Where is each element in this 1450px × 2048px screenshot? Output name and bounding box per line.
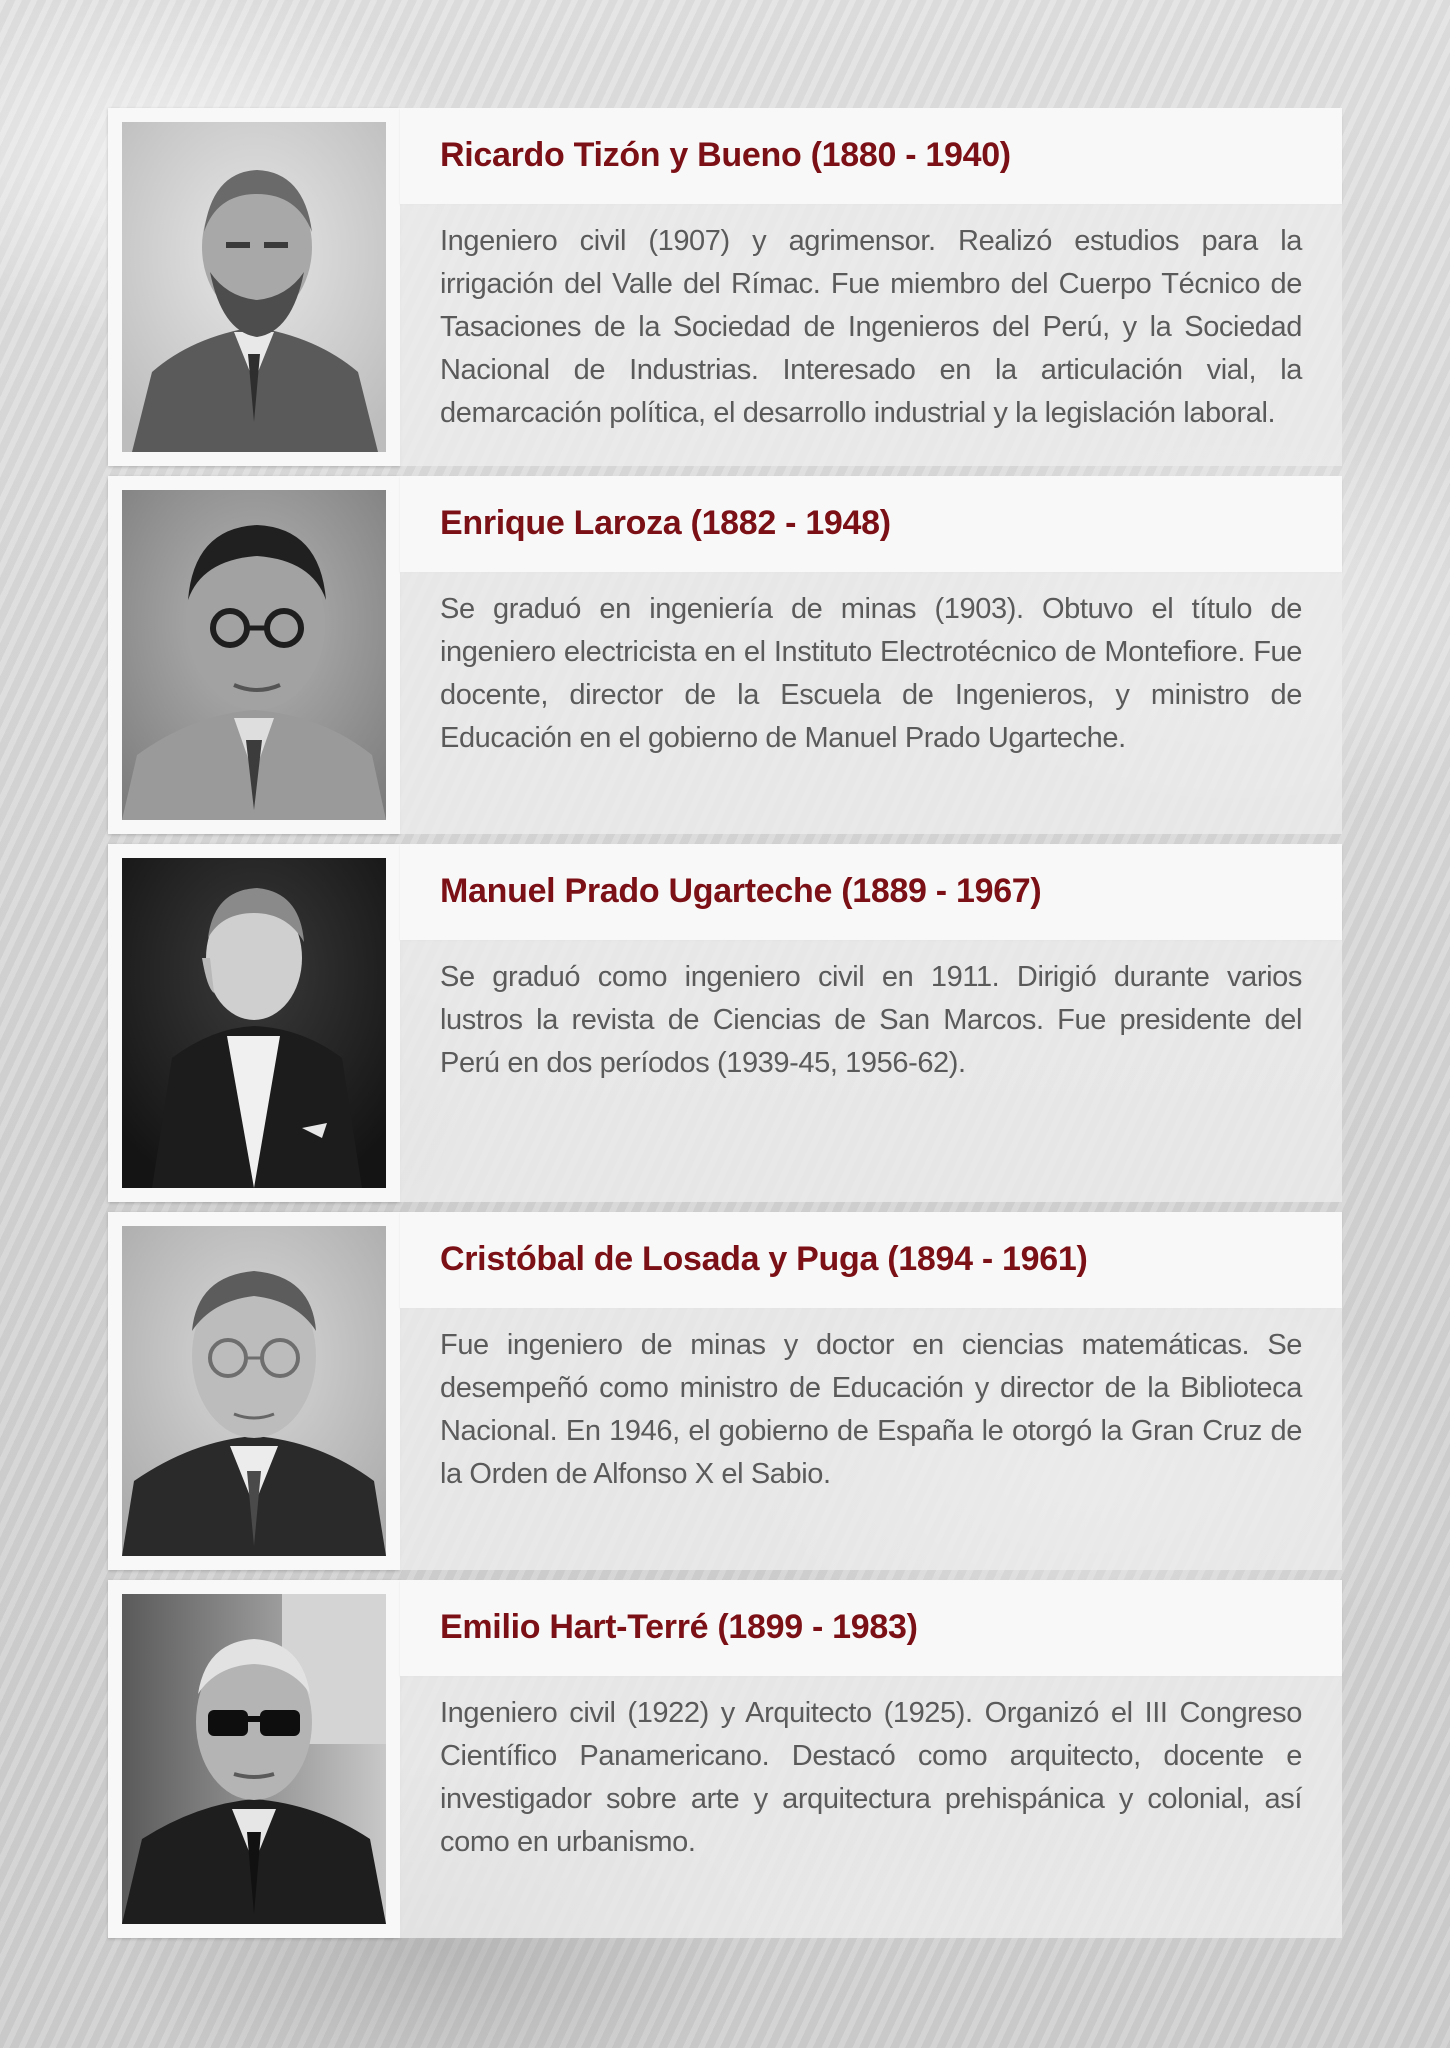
portrait-photo bbox=[122, 1226, 386, 1556]
person-card bbox=[108, 476, 1342, 834]
description-band bbox=[400, 1308, 1342, 1570]
description-band bbox=[400, 1676, 1342, 1938]
person-description: Se graduó en ingeniería de minas (1903). Obtuvo el título de ingeniero electricista en el Instituto Electrotécnico de Montefiore. Fue docente, director de la Escuela de Ingenieros, y ministro de Educación en el gobierno de Manuel Prado Ugarteche. bbox=[440, 593, 1302, 754]
person-card bbox=[108, 844, 1342, 1202]
person-card bbox=[108, 1580, 1342, 1938]
portrait-photo bbox=[122, 490, 386, 820]
portrait-photo bbox=[122, 858, 386, 1188]
person-name: Manuel Prado Ugarteche (1889 - 1967) bbox=[440, 872, 1042, 910]
portrait-photo bbox=[122, 1594, 386, 1924]
person-description: Se graduó como ingeniero civil en 1911. Dirigió durante varios lustros la revista de Ciencias de San Marcos. Fue presidente del Perú en dos períodos (1939-45, 1956-62). bbox=[440, 961, 1302, 1079]
person-name: Enrique Laroza (1882 - 1948) bbox=[440, 504, 891, 542]
name-band bbox=[400, 108, 1342, 204]
photo-frame bbox=[108, 476, 400, 834]
description-band bbox=[400, 204, 1342, 466]
person-card bbox=[108, 108, 1342, 466]
person-name: Cristóbal de Losada y Puga (1894 - 1961) bbox=[440, 1240, 1088, 1278]
description-band bbox=[400, 572, 1342, 834]
photo-frame bbox=[108, 1212, 400, 1570]
person-name: Emilio Hart-Terré (1899 - 1983) bbox=[440, 1608, 918, 1646]
name-band bbox=[400, 476, 1342, 572]
portrait-photo bbox=[122, 122, 386, 452]
photo-frame bbox=[108, 844, 400, 1202]
photo-frame bbox=[108, 1580, 400, 1938]
person-description: Fue ingeniero de minas y doctor en ciencias matemáticas. Se desempeñó como ministro de Educación y director de la Biblioteca Nacional. En 1946, el gobierno de España le otorgó la Gran Cruz de la Orden de Alfonso X el Sabio. bbox=[440, 1329, 1302, 1490]
name-band bbox=[400, 1212, 1342, 1308]
person-description: Ingeniero civil (1907) y agrimensor. Realizó estudios para la irrigación del Valle del Rímac. Fue miembro del Cuerpo Técnico de Tasaciones de la Sociedad de Ingenieros del Perú, y la Sociedad Nacional de Industrias. Interesado en la articulación vial, la demarcación política, el desarrollo industrial y la legislación laboral. bbox=[440, 225, 1302, 429]
photo-frame bbox=[108, 108, 400, 466]
person-description: Ingeniero civil (1922) y Arquitecto (1925). Organizó el III Congreso Científico Panamericano. Destacó como arquitecto, docente e investigador sobre arte y arquitectura prehispánica y colonial, así como en urbanismo. bbox=[440, 1697, 1302, 1858]
name-band bbox=[400, 844, 1342, 940]
name-band bbox=[400, 1580, 1342, 1676]
person-name: Ricardo Tizón y Bueno (1880 - 1940) bbox=[440, 136, 1011, 174]
description-band bbox=[400, 940, 1342, 1202]
person-card bbox=[108, 1212, 1342, 1570]
